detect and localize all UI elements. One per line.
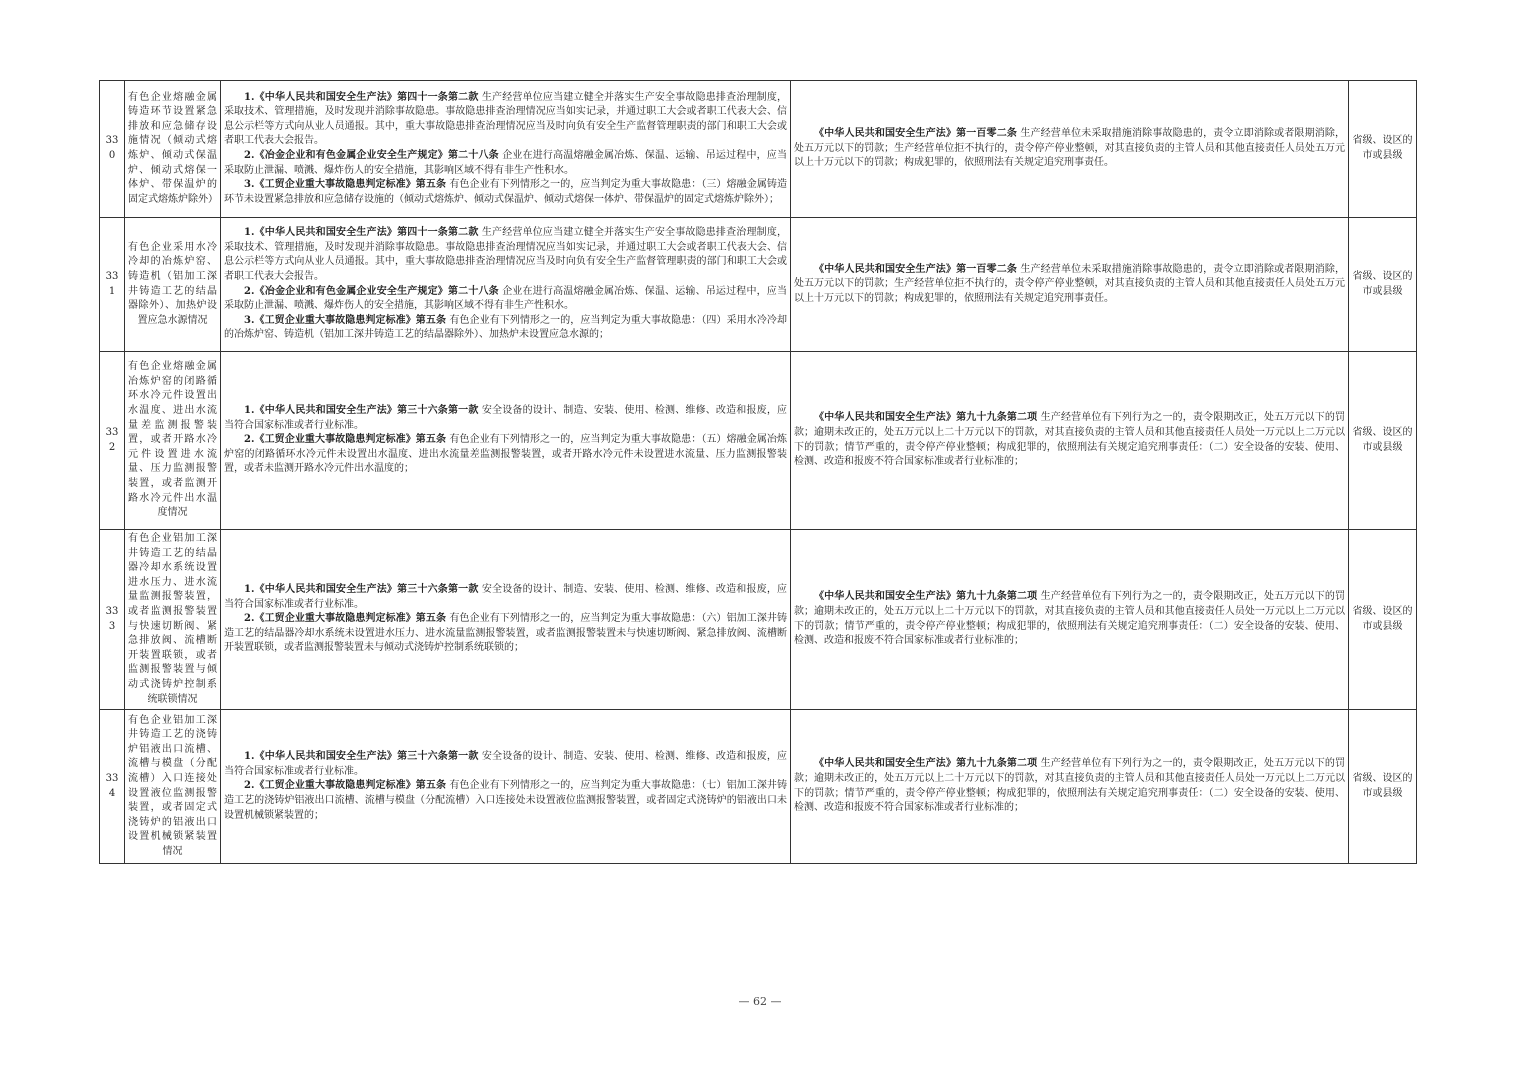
penalty-basis [791, 81, 1349, 218]
law-reference: 1.《中华人民共和国安全生产法》第三十六条第一款 [244, 584, 479, 596]
law-reference: 1.《中华人民共和国安全生产法》第三十六条第一款 [244, 751, 479, 763]
regulation-table [99, 80, 1417, 864]
law-reference: 1.《中华人民共和国安全生产法》第四十一条第二款 [244, 227, 479, 239]
law-reference: 《中华人民共和国安全生产法》第一百零二条 [814, 128, 1018, 140]
law-text: 生产经营单位应当建立健全并落实生产安全事故隐患排查治理制度，采取技术、管理措施，及时发现并消除事故隐患。事故隐患排查治理情况应当如实记录，并通过职工大会或者职工代表大会、信息公示栏等方式向从业人员通报。其中，重大事故隐患排查治理情况应当及时向负有安全生产监督管理职责的部门和职工大会或者职工代表大会报告。 [224, 227, 787, 282]
legal-basis [221, 218, 791, 352]
basis-clause [224, 149, 787, 178]
basis-clause [224, 750, 787, 779]
basis-clause [224, 91, 787, 149]
penalty-clause [794, 263, 1345, 307]
inspection-item: 有色企业铝加工深井铸造工艺的浇铸炉铝液出口流槽、流槽与模盘（分配流槽）入口连接处设置液位监测报警装置，或者固定式浇铸炉的铝液出口设置机械锁紧装置情况 [125, 710, 221, 864]
law-reference: 《中华人民共和国安全生产法》第九十九条第二项 [814, 591, 1038, 603]
law-text: 生产经营单位有下列行为之一的，责令限期改正，处五万元以下的罚款；逾期未改正的，处五万元以上二十万元以下的罚款，对其直接负责的主管人员和其他直接责任人员处一万元以上二万元以下的罚款；情节严重的，责令停产停业整顿；构成犯罪的，依照刑法有关规定追究刑事责任：（二）安全设备的安装、使用、检测、改造和报废不符合国家标准或者行业标准的； [794, 758, 1346, 814]
row-number: 334 [100, 710, 125, 864]
basis-clause [224, 404, 787, 433]
law-reference: 《中华人民共和国安全生产法》第一百零二条 [814, 263, 1018, 275]
law-reference: 2.《冶金企业和有色金属企业安全生产规定》第二十八条 [244, 285, 499, 297]
penalty-clause [794, 757, 1345, 815]
row-number: 333 [100, 530, 125, 710]
law-reference: 3.《工贸企业重大事故隐患判定标准》第五条 [244, 314, 447, 326]
law-text: 有色企业有下列情形之一的，应当判定为重大事故隐患：（五）熔融金属冶炼炉窑的闭路循环水冷元件未设置出水温度、进出水流量差监测报警装置，或者开路水冷元件未设置进水流量、压力监测报警装置，或者未监测开路水冷元件出水温度的； [224, 434, 787, 475]
law-text: 有色企业有下列情形之一的，应当判定为重大事故隐患：（七）铝加工深井铸造工艺的浇铸炉铝液出口流槽、流槽与模盘（分配流槽）入口连接处未设置液位监测报警装置，或者固定式浇铸炉的铝液出口未设置机械锁紧装置的； [224, 780, 787, 821]
law-text: 企业在进行高温熔融金属冶炼、保温、运输、吊运过程中，应当采取防止泄漏、喷溅、爆炸伤人的安全措施，其影响区域不得有非生产性积水。 [224, 285, 787, 312]
law-reference: 2.《冶金企业和有色金属企业安全生产规定》第二十八条 [244, 150, 499, 161]
law-text: 生产经营单位未采取措施消除事故隐患的，责令立即消除或者限期消除，处五万元以下的罚款；生产经营单位拒不执行的，责令停产停业整顿，对其直接负责的主管人员和其他直接责任人员处五万元以上十万元以下的罚款；构成犯罪的，依照刑法有关规定追究刑事责任。 [794, 128, 1346, 169]
law-text: 有色企业有下列情形之一的，应当判定为重大事故隐患：（三）熔融金属铸造环节未设置紧急排放和应急储存设施的（倾动式熔炼炉、倾动式保温炉、倾动式熔保一体炉、带保温炉的固定式熔炼炉除外）； [224, 179, 787, 205]
penalty-clause [794, 127, 1345, 171]
law-text: 生产经营单位应当建立健全并落实生产安全事故隐患排查治理制度，采取技术、管理措施，及时发现并消除事故隐患。事故隐患排查治理情况应当如实记录，并通过职工大会或者职工代表大会、信息公示栏等方式向从业人员通报。其中，重大事故隐患排查治理情况应当及时向负有安全生产监督管理职责的部门和职工大会或者职工代表大会报告。 [224, 91, 787, 147]
law-reference: 2.《工贸企业重大事故隐患判定标准》第五条 [244, 434, 447, 446]
row-number: 332 [100, 352, 125, 530]
basis-clause [224, 583, 787, 612]
penalty-basis [791, 352, 1349, 530]
row-number: 331 [100, 218, 125, 352]
legal-basis [221, 81, 791, 218]
basis-clause [224, 779, 787, 823]
enforcement-level: 省级、设区的市或县级 [1349, 710, 1417, 864]
law-text: 安全设备的设计、制造、安装、使用、检测、维修、改造和报废，应当符合国家标准或者行业标准。 [224, 405, 787, 431]
legal-basis [221, 352, 791, 530]
penalty-basis [791, 218, 1349, 352]
law-text: 生产经营单位未采取措施消除事故隐患的，责令立即消除或者限期消除，处五万元以下的罚款；生产经营单位拒不执行的，责令停产停业整顿，对其直接负责的主管人员和其他直接责任人员处五万元以上十万元以下的罚款；构成犯罪的，依照刑法有关规定追究刑事责任。 [794, 263, 1346, 304]
basis-clause [224, 314, 787, 343]
law-text: 有色企业有下列情形之一的，应当判定为重大事故隐患：（四）采用水冷冷却的冶炼炉窑、铸造机（铝加工深井铸造工艺的结晶器除外）、加热炉未设置应急水源的； [224, 314, 787, 341]
law-text: 有色企业有下列情形之一的，应当判定为重大事故隐患：（六）铝加工深井铸造工艺的结晶器冷却水系统未设置进水压力、进水流量监测报警装置，或者监测报警装置未与快速切断阀、紧急排放阀、流槽断开装置联锁，或者监测报警装置未与倾动式浇铸炉控制系统联锁的； [224, 613, 787, 654]
table-row [100, 218, 1417, 352]
law-text: 生产经营单位有下列行为之一的，责令限期改正，处五万元以下的罚款；逾期未改正的，处五万元以上二十万元以下的罚款，对其直接负责的主管人员和其他直接责任人员处一万元以上二万元以下的罚款；情节严重的，责令停产停业整顿；构成犯罪的，依照刑法有关规定追究刑事责任：（二）安全设备的安装、使用、检测、改造和报废不符合国家标准或者行业标准的； [794, 591, 1346, 647]
basis-clause [224, 178, 787, 207]
law-text: 生产经营单位有下列行为之一的，责令限期改正，处五万元以下的罚款；逾期未改正的，处五万元以上二十万元以下的罚款，对其直接负责的主管人员和其他直接责任人员处一万元以上二万元以下的罚款；情节严重的，责令停产停业整顿；构成犯罪的，依照刑法有关规定追究刑事责任：（二）安全设备的安装、使用、检测、改造和报废不符合国家标准或者行业标准的； [794, 412, 1346, 468]
legal-basis [221, 530, 791, 710]
law-reference: 2.《工贸企业重大事故隐患判定标准》第五条 [244, 613, 447, 625]
table-row [100, 530, 1417, 710]
table-row [100, 710, 1417, 864]
law-reference: 1.《中华人民共和国安全生产法》第四十一条第二款 [244, 91, 479, 103]
law-reference: 《中华人民共和国安全生产法》第九十九条第二项 [814, 758, 1038, 770]
enforcement-level: 省级、设区的市或县级 [1349, 530, 1417, 710]
row-number: 330 [100, 81, 125, 218]
page-number: — 62 — [738, 995, 782, 1008]
law-text: 企业在进行高温熔融金属冶炼、保温、运输、吊运过程中，应当采取防止泄漏、喷溅、爆炸伤人的安全措施，其影响区域不得有非生产性积水。 [224, 150, 787, 176]
basis-clause [224, 612, 787, 656]
inspection-item: 有色企业熔融金属冶炼炉窑的闭路循环水冷元件设置出水温度、进出水流量差监测报警装置，或者开路水冷元件设置进水流量、压力监测报警装置，或者监测开路水冷元件出水温度情况 [125, 352, 221, 530]
penalty-clause [794, 411, 1345, 469]
basis-clause [224, 226, 787, 284]
law-reference: 1.《中华人民共和国安全生产法》第三十六条第一款 [244, 405, 479, 417]
penalty-basis [791, 710, 1349, 864]
legal-basis [221, 710, 791, 864]
enforcement-level: 省级、设区的市或县级 [1349, 81, 1417, 218]
inspection-item: 有色企业采用水冷冷却的冶炼炉窑、铸造机（铝加工深井铸造工艺的结晶器除外）、加热炉设置应急水源情况 [125, 218, 221, 352]
basis-clause [224, 433, 787, 477]
inspection-item: 有色企业熔融金属铸造环节设置紧急排放和应急储存设施情况（倾动式熔炼炉、倾动式保温炉、倾动式熔保一体炉、带保温炉的固定式熔炼炉除外） [125, 81, 221, 218]
law-reference: 2.《工贸企业重大事故隐患判定标准》第五条 [244, 780, 447, 792]
table-row [100, 352, 1417, 530]
table-row [100, 81, 1417, 218]
law-reference: 3.《工贸企业重大事故隐患判定标准》第五条 [244, 179, 447, 191]
inspection-item: 有色企业铝加工深井铸造工艺的结晶器冷却水系统设置进水压力、进水流量监测报警装置，或者监测报警装置与快速切断阀、紧急排放阀、流槽断开装置联锁，或者监测报警装置与倾动式浇铸炉控制系统联锁情况 [125, 530, 221, 710]
penalty-basis [791, 530, 1349, 710]
penalty-clause [794, 590, 1345, 648]
enforcement-level: 省级、设区的市或县级 [1349, 352, 1417, 530]
enforcement-level: 省级、设区的市或县级 [1349, 218, 1417, 352]
law-reference: 《中华人民共和国安全生产法》第九十九条第二项 [814, 412, 1038, 424]
law-text: 安全设备的设计、制造、安装、使用、检测、维修、改造和报废，应当符合国家标准或者行业标准。 [224, 751, 787, 777]
law-text: 安全设备的设计、制造、安装、使用、检测、维修、改造和报废，应当符合国家标准或者行业标准。 [224, 584, 787, 610]
basis-clause [224, 285, 787, 314]
